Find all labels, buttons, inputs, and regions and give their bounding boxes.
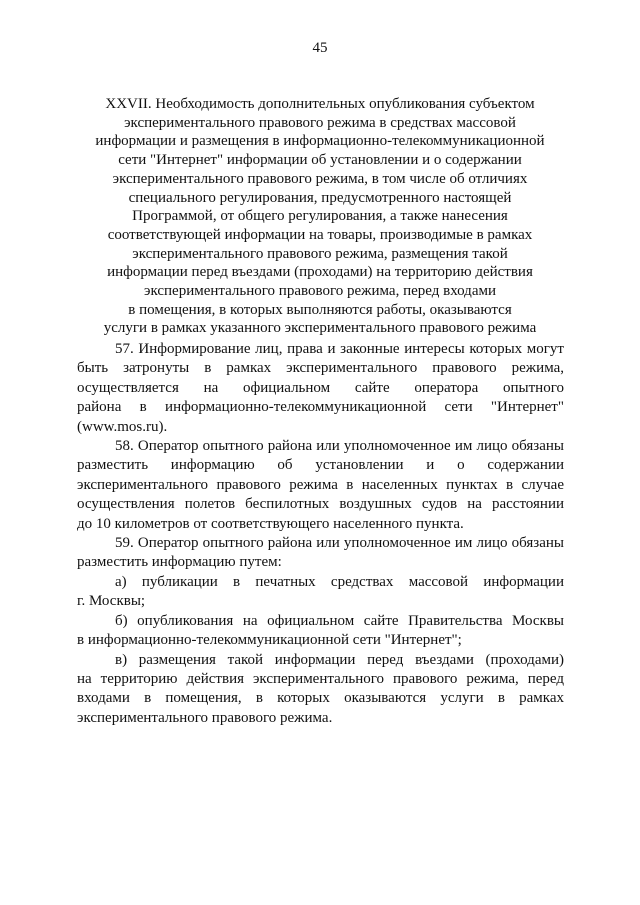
text-line: в информационно-телекоммуникационной сети "Интернет"; bbox=[77, 632, 462, 649]
text-line: осуществления полетов беспилотных воздушных судов на расстоянии bbox=[77, 496, 564, 513]
heading-line: информации и размещения в информационно-телекоммуникационной bbox=[95, 133, 545, 150]
heading-line: XXVII. Необходимость дополнительных опубликования субъектом bbox=[105, 96, 535, 112]
heading-line: экспериментального правового режима, размещения такой bbox=[132, 245, 508, 262]
text-line: на территорию действия экспериментального правового режима, перед bbox=[77, 670, 564, 687]
paragraph-57 bbox=[77, 340, 564, 437]
heading-line: сети "Интернет" информации об установлении и о содержании bbox=[118, 152, 522, 169]
heading-line: услуги в рамках указанного экспериментального правового режима bbox=[103, 320, 537, 337]
heading-line: информации перед въездами (проходами) на территорию действия bbox=[107, 264, 533, 281]
heading-line: экспериментального правового режима в средствах массовой bbox=[124, 114, 516, 131]
heading-line: экспериментального правового режима, в том числе об отличиях bbox=[112, 170, 528, 187]
paragraph-59 bbox=[77, 534, 564, 573]
text-line: 58. Оператор опытного района или уполномоченное им лицо обязаны bbox=[115, 438, 564, 455]
text-line: входами в помещения, в которых оказываются услуги в рамках bbox=[77, 690, 564, 707]
text-line: (www.mos.ru). bbox=[77, 418, 168, 435]
text-line: в) размещения такой информации перед въездами (проходами) bbox=[115, 651, 564, 668]
text-line: г. Москвы; bbox=[77, 593, 146, 610]
text-line: 57. Информирование лиц, права и законные интересы которых могут bbox=[115, 341, 564, 357]
text-line: а) публикации в печатных средствах массовой информации bbox=[115, 573, 564, 590]
text-line: разместить информацию об установлении и о содержании bbox=[77, 457, 564, 474]
text-line: осуществляется на официальном сайте оператора опытного bbox=[77, 379, 564, 396]
text-line: района в информационно-телекоммуникационной сети "Интернет" bbox=[77, 399, 564, 416]
text-line: экспериментального правового режима. bbox=[77, 709, 333, 726]
paragraph-58 bbox=[77, 437, 564, 534]
text-line: 59. Оператор опытного района или уполномоченное им лицо обязаны bbox=[115, 535, 564, 552]
section-heading bbox=[74, 95, 566, 338]
text-line: экспериментального правового режима в населенных пунктах в случае bbox=[77, 476, 564, 493]
heading-line: экспериментального правового режима, перед входами bbox=[144, 283, 496, 300]
list-item-c bbox=[77, 651, 564, 729]
body-text bbox=[77, 340, 564, 728]
text-line: разместить информацию путем: bbox=[77, 554, 282, 571]
heading-line: соответствующей информации на товары, производимые в рамках bbox=[107, 226, 533, 243]
list-item-b bbox=[77, 612, 564, 651]
text-line: б) опубликования на официальном сайте Правительства Москвы bbox=[115, 612, 564, 629]
heading-line: Программой, от общего регулирования, а также нанесения bbox=[132, 208, 508, 225]
heading-line: специального регулирования, предусмотренного настоящей bbox=[128, 189, 512, 206]
text-line: до 10 километров от соответствующего населенного пункта. bbox=[77, 515, 464, 532]
heading-line: в помещения, в которых выполняются работы, оказываются bbox=[128, 301, 512, 318]
text-line: быть затронуты в рамках экспериментального правового режима, bbox=[77, 360, 564, 377]
page-number: 45 bbox=[312, 40, 328, 56]
list-item-a bbox=[77, 573, 564, 612]
